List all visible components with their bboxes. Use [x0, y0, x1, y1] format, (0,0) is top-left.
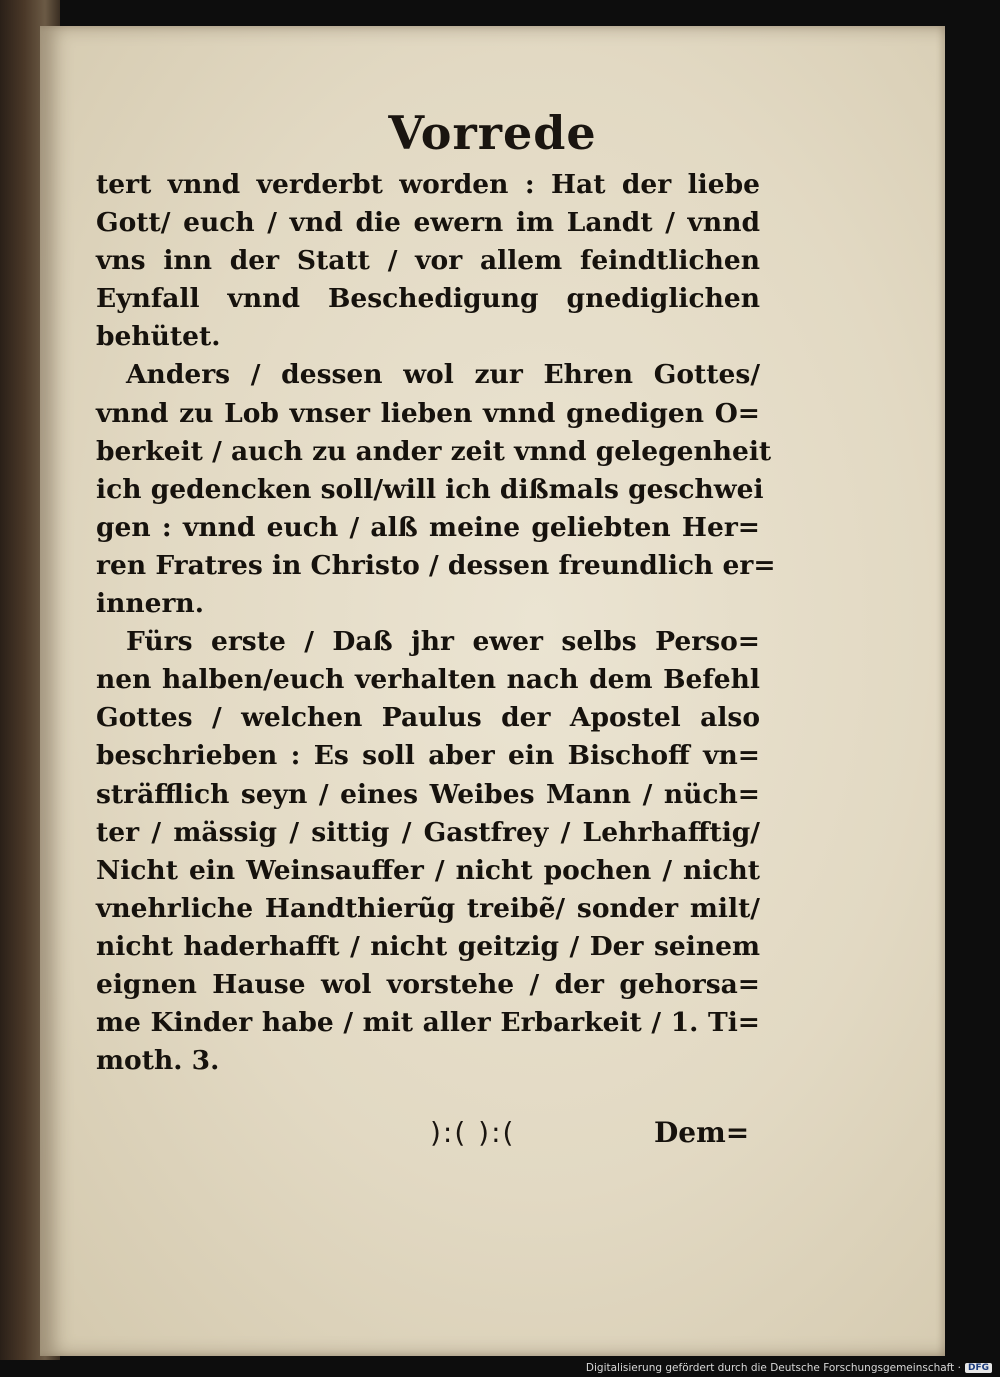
text-line: moth. 3. [96, 1045, 220, 1077]
text-line: me Kinder habe / mit aller Erbarkeit / 1. Ti= [96, 1007, 760, 1039]
credit-text: Digitalisierung gefördert durch die Deutsche Forschungsgemeinschaft · [585, 1362, 961, 1374]
text-line: Gottes / welchen Paulus der Apostel also [96, 702, 760, 734]
text-line: gen : vnnd euch / alß meine geliebten Her= [96, 511, 760, 543]
book-page [40, 26, 945, 1356]
text-line: Gott/ euch / vnd die ewern im Landt / vnnd [96, 207, 760, 239]
text-line: beschrieben : Es soll aber ein Bischoff vn= [96, 740, 760, 772]
text-line: nicht haderhafft / nicht geitzig / Der seinem [96, 930, 760, 962]
text-line: ren Fratres in Christo / dessen freundlich er= [96, 549, 776, 581]
running-head: Vorrede [388, 106, 597, 160]
text-line: eignen Hause wol vorstehe / der gehorsa= [96, 968, 760, 1000]
catchword: Dem= [654, 1116, 750, 1149]
text-line: Anders / dessen wol zur Ehren Gottes/ [126, 359, 760, 391]
text-line: innern. [96, 588, 204, 620]
digitization-credit [586, 1362, 992, 1374]
text-line: behütet. [96, 321, 221, 353]
text-line: tert vnnd verderbt worden : Hat der liebe [96, 169, 760, 200]
page-body-text [96, 166, 776, 1080]
text-line: nen halben/euch verhalten nach dem Befehl [96, 664, 760, 696]
text-line: Nicht ein Weinsauffer / nicht pochen / nicht [96, 854, 760, 886]
text-line: ich gedencken soll/will ich dißmals geschwei [96, 473, 764, 505]
text-line: vns inn der Statt / vor allem feindtlichen [96, 245, 760, 277]
text-line: Fürs erste / Daß jhr ewer selbs Perso= [126, 626, 760, 658]
dfg-logo-icon: DFG [965, 1363, 992, 1373]
page-footer [40, 1116, 945, 1166]
text-line: ter / mässig / sittig / Gastfrey / Lehrhafftig/ [96, 816, 760, 848]
text-line: vnnd zu Lob vnser lieben vnnd gnedigen O= [96, 397, 760, 429]
text-line: vnehrliche Handthierũg treibẽ/ sonder milt/ [96, 892, 760, 924]
text-line: sträfflich seyn / eines Weibes Mann / nüch= [96, 778, 760, 810]
text-line: Eynfall vnnd Beschedigung gnediglichen [96, 283, 760, 315]
signature-mark: ):( ):( [430, 1116, 516, 1149]
text-line: berkeit / auch zu ander zeit vnnd gelegenheit [96, 435, 772, 467]
